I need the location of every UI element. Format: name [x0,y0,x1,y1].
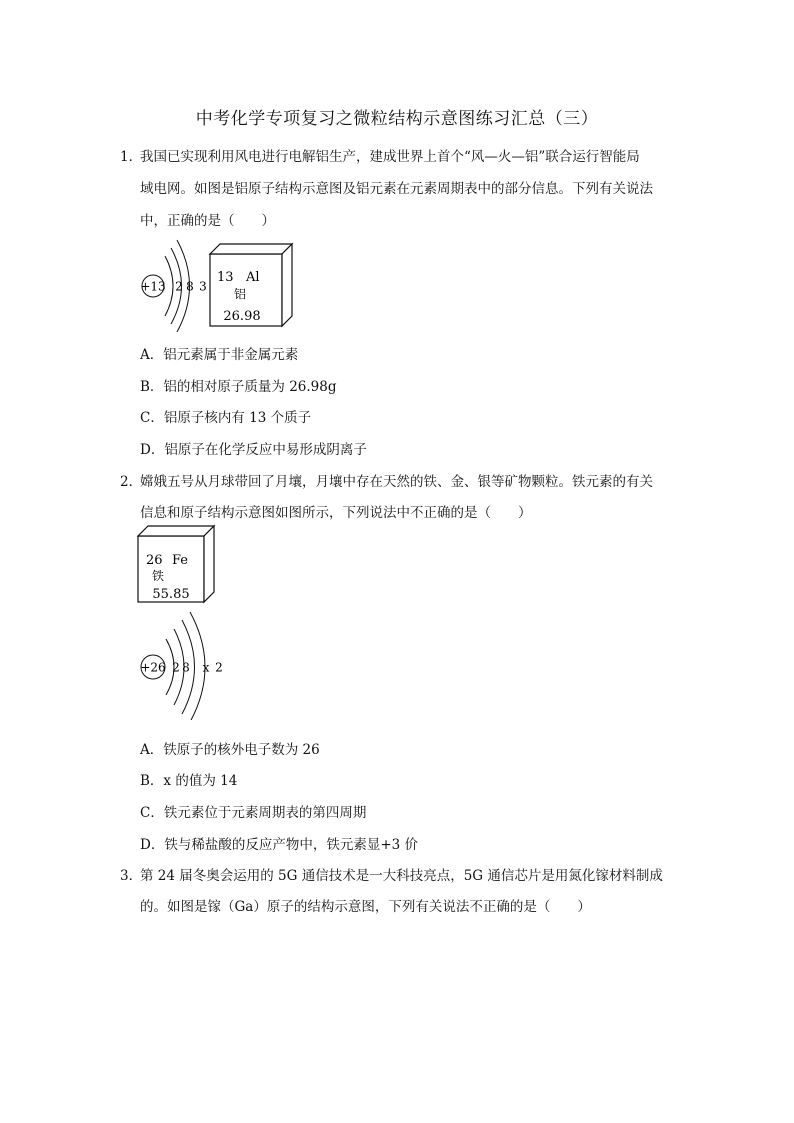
aluminum-diagram [136,236,306,332]
question-number: 3． [120,868,143,884]
option-d[interactable]: D．铝原子在化学反应中易形成阴离子 [140,442,367,458]
question-stem-line: 我国已实现利用风电进行电解铝生产，建成世界上首个“风—火—铝”联合运行智能局 [140,149,640,165]
question-stem-line: 的。如图是镓（Ga）原子的结构示意图，下列有关说法不正确的是（ ） [140,899,591,915]
option-a[interactable]: A．铝元素属于非金属元素 [140,347,299,363]
option-c[interactable]: C．铝原子核内有 13 个质子 [140,410,312,426]
shell-electron-count: 3 [199,279,207,294]
option-d[interactable]: D．铁与稀盐酸的反应产物中，铁元素显+3 价 [140,837,419,853]
iron-element-cell [136,522,220,608]
shell-electron-count: 2 [172,660,180,675]
question-stem-line: 域电网。如图是铝原子结构示意图及铝元素在元素周期表中的部分信息。下列有关说法 [140,181,653,197]
electron-shell-arc [165,256,173,316]
element-symbol: Al [246,270,260,285]
atom-structure-diagram [140,240,206,332]
option-c[interactable]: C．铁元素位于元素周期表的第四周期 [140,805,367,821]
option-a[interactable]: A．铁原子的核外电子数为 26 [140,742,320,758]
shell-electron-count: 2 [175,279,183,294]
question-stem-line: 第 24 届冬奥会运用的 5G 通信技术是一大科技亮点，5G 通信芯片是用氮化镓材料制成 [140,868,663,884]
atomic-number: 13 [217,270,234,285]
periodic-table-cell [210,244,292,326]
question-stem-line: 信息和原子结构示意图如图所示，下列说法中不正确的是（ ） [140,505,532,521]
question-number: 1． [120,149,143,165]
nucleus-charge: +13 [140,279,166,294]
question-stem-line: 嫦娥五号从月球带回了月壤，月壤中存在天然的铁、金、银等矿物颗粒。铁元素的有关 [140,474,653,490]
element-name: 铁 [151,569,165,583]
shell-electron-count: x [202,660,210,675]
shell-electron-count: 8 [182,660,190,675]
atomic-number: 26 [146,553,163,568]
option-b[interactable]: B．x 的值为 14 [140,773,238,789]
shell-electron-count: 8 [186,279,194,294]
atomic-mass: 26.98 [223,309,261,324]
question-stem-line: 中，正确的是（ ） [140,213,275,229]
atomic-mass: 55.85 [152,587,190,602]
element-symbol: Fe [172,553,189,568]
question-number: 2． [120,474,143,490]
shell-electron-count: 2 [215,660,223,675]
option-b[interactable]: B．铝的相对原子质量为 26.98g [140,379,337,395]
nucleus-charge: +26 [140,660,166,675]
page-title: 中考化学专项复习之微粒结构示意图练习汇总（三） [195,109,599,129]
iron-atom-structure-diagram [136,610,226,720]
element-name: 铝 [233,287,247,301]
